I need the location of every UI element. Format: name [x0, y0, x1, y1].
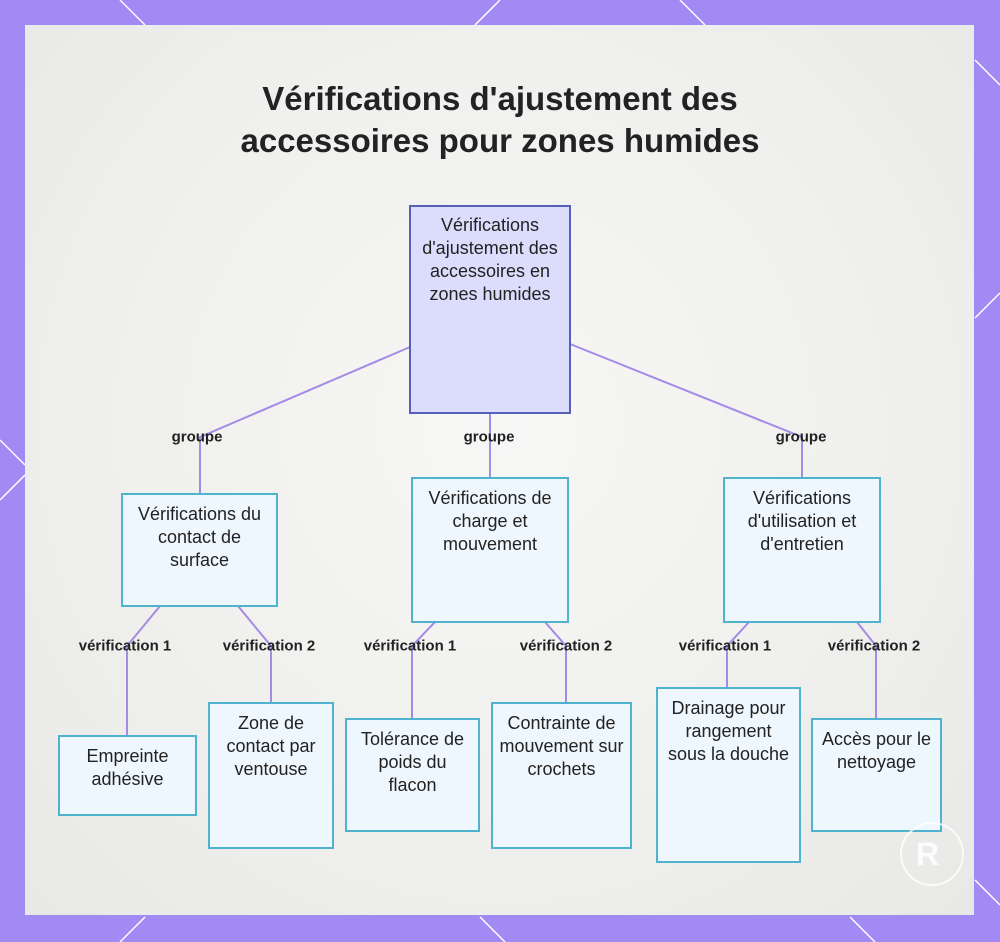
node-drainage-douche: Drainage pour rangement sous la douche: [656, 687, 801, 863]
edge-label-utilisation-verification-2: vérification 2: [827, 637, 921, 655]
edge-utilisation-drainage: [727, 622, 749, 687]
edge-root-surface: [200, 347, 410, 493]
title-line-1: Vérifications d'ajustement des: [262, 80, 738, 117]
edge-label-charge-verification-2: vérification 2: [519, 637, 613, 655]
edge-surface-empreinte: [127, 606, 160, 735]
edge-label-groupe-center: groupe: [463, 428, 515, 446]
edge-utilisation-nettoyage: [857, 622, 876, 718]
edge-root-utilisation: [570, 344, 802, 477]
title-line-2: accessoires pour zones humides: [240, 122, 760, 159]
node-utilisation-entretien: Vérifications d'utilisation et d'entretien: [723, 477, 881, 623]
node-root: Vérifications d'ajustement des accessoires en zones humides: [409, 205, 571, 414]
edge-label-surface-verification-1: vérification 1: [78, 637, 172, 655]
edge-label-groupe-left: groupe: [171, 428, 223, 446]
edge-label-utilisation-verification-1: vérification 1: [678, 637, 772, 655]
node-zone-ventouse: Zone de contact par ventouse: [208, 702, 334, 849]
node-surface-contact: Vérifications du contact de surface: [121, 493, 278, 607]
node-tolerance-flacon: Tolérance de poids du flacon: [345, 718, 480, 832]
watermark-letter: R: [916, 836, 940, 872]
edge-label-charge-verification-1: vérification 1: [363, 637, 457, 655]
edge-charge-crochets: [545, 622, 566, 702]
edge-label-groupe-right: groupe: [775, 428, 827, 446]
edge-charge-flacon: [412, 622, 435, 718]
node-contrainte-crochets: Contrainte de mouvement sur crochets: [491, 702, 632, 849]
node-acces-nettoyage: Accès pour le nettoyage: [811, 718, 942, 832]
watermark-logo: [900, 822, 964, 886]
node-empreinte-adhesive: Empreinte adhésive: [58, 735, 197, 816]
edge-label-surface-verification-2: vérification 2: [222, 637, 316, 655]
node-charge-mouvement: Vérifications de charge et mouvement: [411, 477, 569, 623]
